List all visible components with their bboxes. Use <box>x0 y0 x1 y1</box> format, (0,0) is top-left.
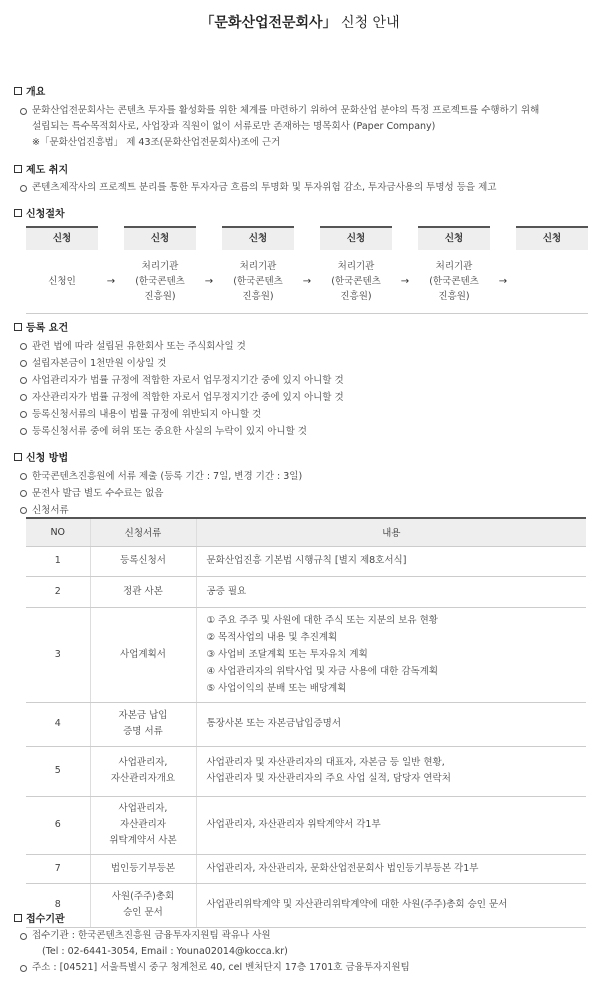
checkbox-square-icon <box>14 165 22 173</box>
row-no: 2 <box>26 576 90 607</box>
checkbox-square-icon <box>14 914 22 922</box>
overview-line-2: 설립되는 특수목적회사로, 사업장과 직원이 없이 서류로만 존재하는 명목회사 (Paper Company) <box>32 121 436 132</box>
procedure-step-5 <box>418 226 490 314</box>
right-arrow-icon: → <box>294 250 320 314</box>
method-item: 문전사 발급 별도 수수료는 없음 <box>14 485 586 502</box>
procedure-step-head: 신청 <box>418 226 490 250</box>
purpose-heading: 제도 취지 <box>14 164 586 178</box>
procedure-flow <box>26 226 586 314</box>
row-doc: 법인등기부등본 <box>90 854 196 883</box>
table-row <box>26 546 586 576</box>
checkbox-square-icon <box>14 453 22 461</box>
contact-receiver: 접수기관 : 한국콘텐츠진흥원 금융투자지원팀 곽유나 사원 <box>14 928 586 944</box>
row-no: 8 <box>26 883 90 927</box>
procedure-step-head: 신청 <box>124 226 196 250</box>
row-doc: 사업관리자, 자산관리자 위탁계약서 사본 <box>90 796 196 854</box>
right-arrow-icon: → <box>392 250 418 314</box>
requirement-item: 설립자본금이 1천만원 이상일 것 <box>14 355 586 372</box>
requirement-item: 등록신청서류의 내용이 법률 규정에 위반되지 아니할 것 <box>14 406 586 423</box>
row-no: 1 <box>26 546 90 576</box>
overview-section <box>14 86 586 151</box>
procedure-step-2 <box>124 226 196 314</box>
checkbox-square-icon <box>14 323 22 331</box>
table-header-no: NO <box>26 518 90 546</box>
requirements-section <box>14 322 586 440</box>
procedure-step-head: 신청 <box>320 226 392 250</box>
procedure-step-4 <box>320 226 392 314</box>
procedure-step-3 <box>222 226 294 314</box>
requirement-item: 자산관리자가 법률 규정에 적합한 자로서 업무정지기간 중에 있지 아니할 것 <box>14 389 586 406</box>
procedure-step-head: 신청 <box>222 226 294 250</box>
right-arrow-icon: → <box>490 250 516 314</box>
requirements-heading: 등록 요건 <box>14 322 586 336</box>
table-row <box>26 746 586 796</box>
page-title-main: 「문화산업전문회사」 <box>200 15 337 31</box>
row-no: 6 <box>26 796 90 854</box>
purpose-line-1: 콘텐츠제작사의 프로젝트 분리를 통한 투자자금 흐름의 투명화 및 투자위험 감소, 투자금사용의 투명성 등을 제고 <box>14 180 586 196</box>
procedure-section <box>14 208 586 222</box>
contact-phone-email: (Tel : 02-6441-3054, Email : Youna02014@kocca.kr) <box>42 946 288 957</box>
page-title <box>0 12 600 32</box>
procedure-step-body: 처리기관 (한국콘텐츠 진흥원) <box>124 250 196 314</box>
table-row <box>26 796 586 854</box>
contact-heading: 접수기관 <box>14 913 586 927</box>
right-arrow-icon: → <box>196 250 222 314</box>
procedure-heading: 신청절차 <box>14 208 586 222</box>
row-content: 통장사본 또는 자본금납입증명서 <box>196 702 586 746</box>
requirement-item: 사업관리자가 법률 규정에 적합한 자로서 업무정지기간 중에 있지 아니할 것 <box>14 372 586 389</box>
row-doc: 사업계획서 <box>90 607 196 702</box>
procedure-step-body: 처리기관 (한국콘텐츠 진흥원) <box>320 250 392 314</box>
row-content: 사업관리위탁계약 및 자산관리위탁계약에 대한 사원(주주)총회 승인 문서 <box>196 883 586 927</box>
procedure-step-1 <box>26 226 98 314</box>
overview-note: ※「문화산업진흥법」 제 43조(문화산업전문회사)조에 근거 <box>32 137 281 148</box>
table-header-doc: 신청서류 <box>90 518 196 546</box>
row-doc: 사업관리자, 자산관리자개요 <box>90 746 196 796</box>
table-row <box>26 854 586 883</box>
row-content: 문화산업진흥 기본법 시행규칙 [별지 제8호서식] <box>196 546 586 576</box>
row-doc: 사원(주주)총회 승인 문서 <box>90 883 196 927</box>
procedure-step-body: 신청인 <box>26 250 98 314</box>
row-content: ① 주요 주주 및 사원에 대한 주식 또는 지분의 보유 현황 ② 목적사업의 내용 및 추진계획 ③ 사업비 조달계획 또는 투자유치 계획 ④ 사업관리자의 위탁사업 및 자금 사용에 대한 감독계획 ⑤ 사업이익의 분배 또는 배당계획 <box>196 607 586 702</box>
table-header-row <box>26 518 586 546</box>
method-section <box>14 452 586 519</box>
method-item: 한국콘텐츠진흥원에 서류 제출 (등록 기간 : 7일, 변경 기간 : 3일) <box>14 468 586 485</box>
procedure-step-6 <box>516 226 588 314</box>
table-row <box>26 702 586 746</box>
procedure-step-body: 처리기관 (한국콘텐츠 진흥원) <box>222 250 294 314</box>
page-title-suffix: 신청 안내 <box>336 15 400 31</box>
row-doc: 정관 사본 <box>90 576 196 607</box>
row-content: 공증 필요 <box>196 576 586 607</box>
row-doc: 자본금 납입 증명 서류 <box>90 702 196 746</box>
row-no: 7 <box>26 854 90 883</box>
table-row <box>26 576 586 607</box>
requirement-item: 관련 법에 따라 설립된 유한회사 또는 주식회사일 것 <box>14 338 586 355</box>
row-no: 4 <box>26 702 90 746</box>
procedure-step-body <box>516 250 588 314</box>
purpose-section <box>14 164 586 196</box>
procedure-step-head: 신청 <box>26 226 98 250</box>
row-doc: 등록신청서 <box>90 546 196 576</box>
method-heading: 신청 방법 <box>14 452 586 466</box>
contact-section <box>14 913 586 976</box>
procedure-step-head: 신청 <box>516 226 588 250</box>
method-item: 신청서류 <box>14 502 586 519</box>
checkbox-square-icon <box>14 209 22 217</box>
requirement-item: 등록신청서류 중에 허위 또는 중요한 사실의 누락이 있지 아니할 것 <box>14 423 586 440</box>
row-content: 사업관리자 및 자산관리자의 대표자, 자본금 등 일반 현황, 사업관리자 및 자산관리자의 주요 사업 실적, 담당자 연락처 <box>196 746 586 796</box>
procedure-step-body: 처리기관 (한국콘텐츠 진흥원) <box>418 250 490 314</box>
row-no: 3 <box>26 607 90 702</box>
overview-heading: 개요 <box>14 86 586 100</box>
document-table <box>26 517 586 928</box>
checkbox-square-icon <box>14 87 22 95</box>
right-arrow-icon: → <box>98 250 124 314</box>
table-header-content: 내용 <box>196 518 586 546</box>
overview-line-1: 문화산업전문회사는 콘텐츠 투자를 활성화를 위한 체계를 마련하기 위하여 문화산업 분야의 특정 프로젝트를 수행하기 위해 <box>14 103 586 119</box>
table-row <box>26 607 586 702</box>
row-no: 5 <box>26 746 90 796</box>
row-content: 사업관리자, 자산관리자 위탁계약서 각1부 <box>196 796 586 854</box>
contact-address: 주소 : [04521] 서울특별시 중구 청계천로 40, cel 벤처단지 17층 1701호 금융투자지원팀 <box>14 960 586 976</box>
row-content: 사업관리자, 자산관리자, 문화산업전문회사 법인등기부등본 각1부 <box>196 854 586 883</box>
